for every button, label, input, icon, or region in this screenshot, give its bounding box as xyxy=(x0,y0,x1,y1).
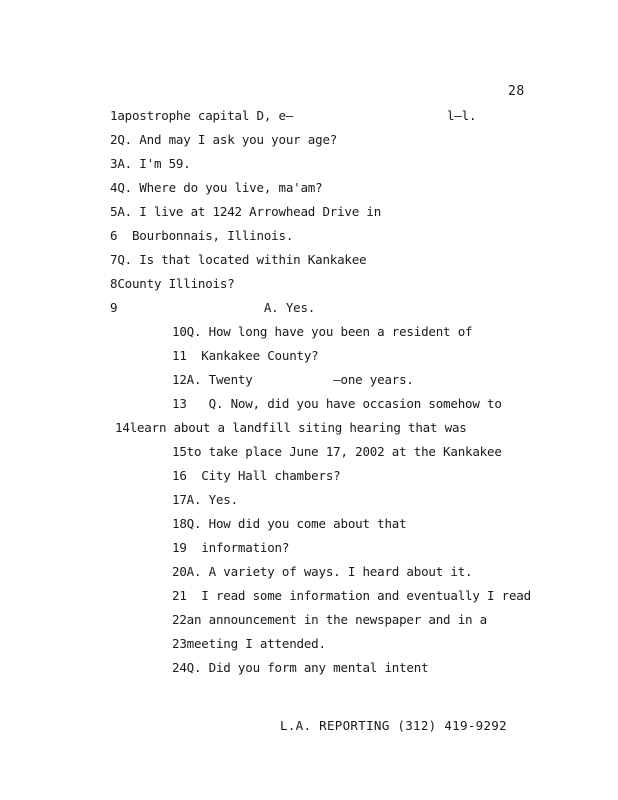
transcript-line-21: 21 I read some information and eventually I read xyxy=(172,588,531,603)
transcript-line-22: 22an announcement in the newspaper and in a xyxy=(172,612,488,627)
transcript-line-14: 14learn about a landfill siting hearing that was xyxy=(115,420,467,435)
transcript-line-18: 18Q. How did you come about that xyxy=(172,516,407,531)
transcript-line-2: 2Q. And may I ask you your age? xyxy=(110,132,338,147)
transcript-line-15: 15to take place June 17, 2002 at the Kankakee xyxy=(172,444,502,459)
transcript-line-9: 9 A. Yes. xyxy=(110,300,316,315)
transcript-line-24: 24Q. Did you form any mental intent xyxy=(172,660,429,675)
transcript-line-19: 19 information? xyxy=(172,540,290,555)
transcript-line-1: 1apostrophe capital D, e— l—l. xyxy=(110,108,477,123)
transcript-line-16: 16 City Hall chambers? xyxy=(172,468,341,483)
transcript-line-17: 17A. Yes. xyxy=(172,492,238,507)
transcript-line-12: 12A. Twenty —one years. xyxy=(172,372,414,387)
transcript-line-8: 8County Illinois? xyxy=(110,276,235,291)
transcript-line-4: 4Q. Where do you live, ma'am? xyxy=(110,180,323,195)
transcript-line-23: 23meeting I attended. xyxy=(172,636,326,651)
transcript-line-6: 6 Bourbonnais, Illinois. xyxy=(110,228,294,243)
transcript-line-11: 11 Kankakee County? xyxy=(172,348,319,363)
transcript-line-10: 10Q. How long have you been a resident of xyxy=(172,324,473,339)
transcript-line-20: 20A. A variety of ways. I heard about it. xyxy=(172,564,473,579)
transcript-line-5: 5A. I live at 1242 Arrowhead Drive in xyxy=(110,204,382,219)
transcript-line-7: 7Q. Is that located within Kankakee xyxy=(110,252,367,267)
transcript-line-3: 3A. I'm 59. xyxy=(110,156,191,171)
page-number: 28 xyxy=(508,84,525,99)
transcript-line-13: 13 Q. Now, did you have occasion somehow to xyxy=(172,396,502,411)
reporter-footer: L.A. REPORTING (312) 419-9292 xyxy=(280,718,507,733)
